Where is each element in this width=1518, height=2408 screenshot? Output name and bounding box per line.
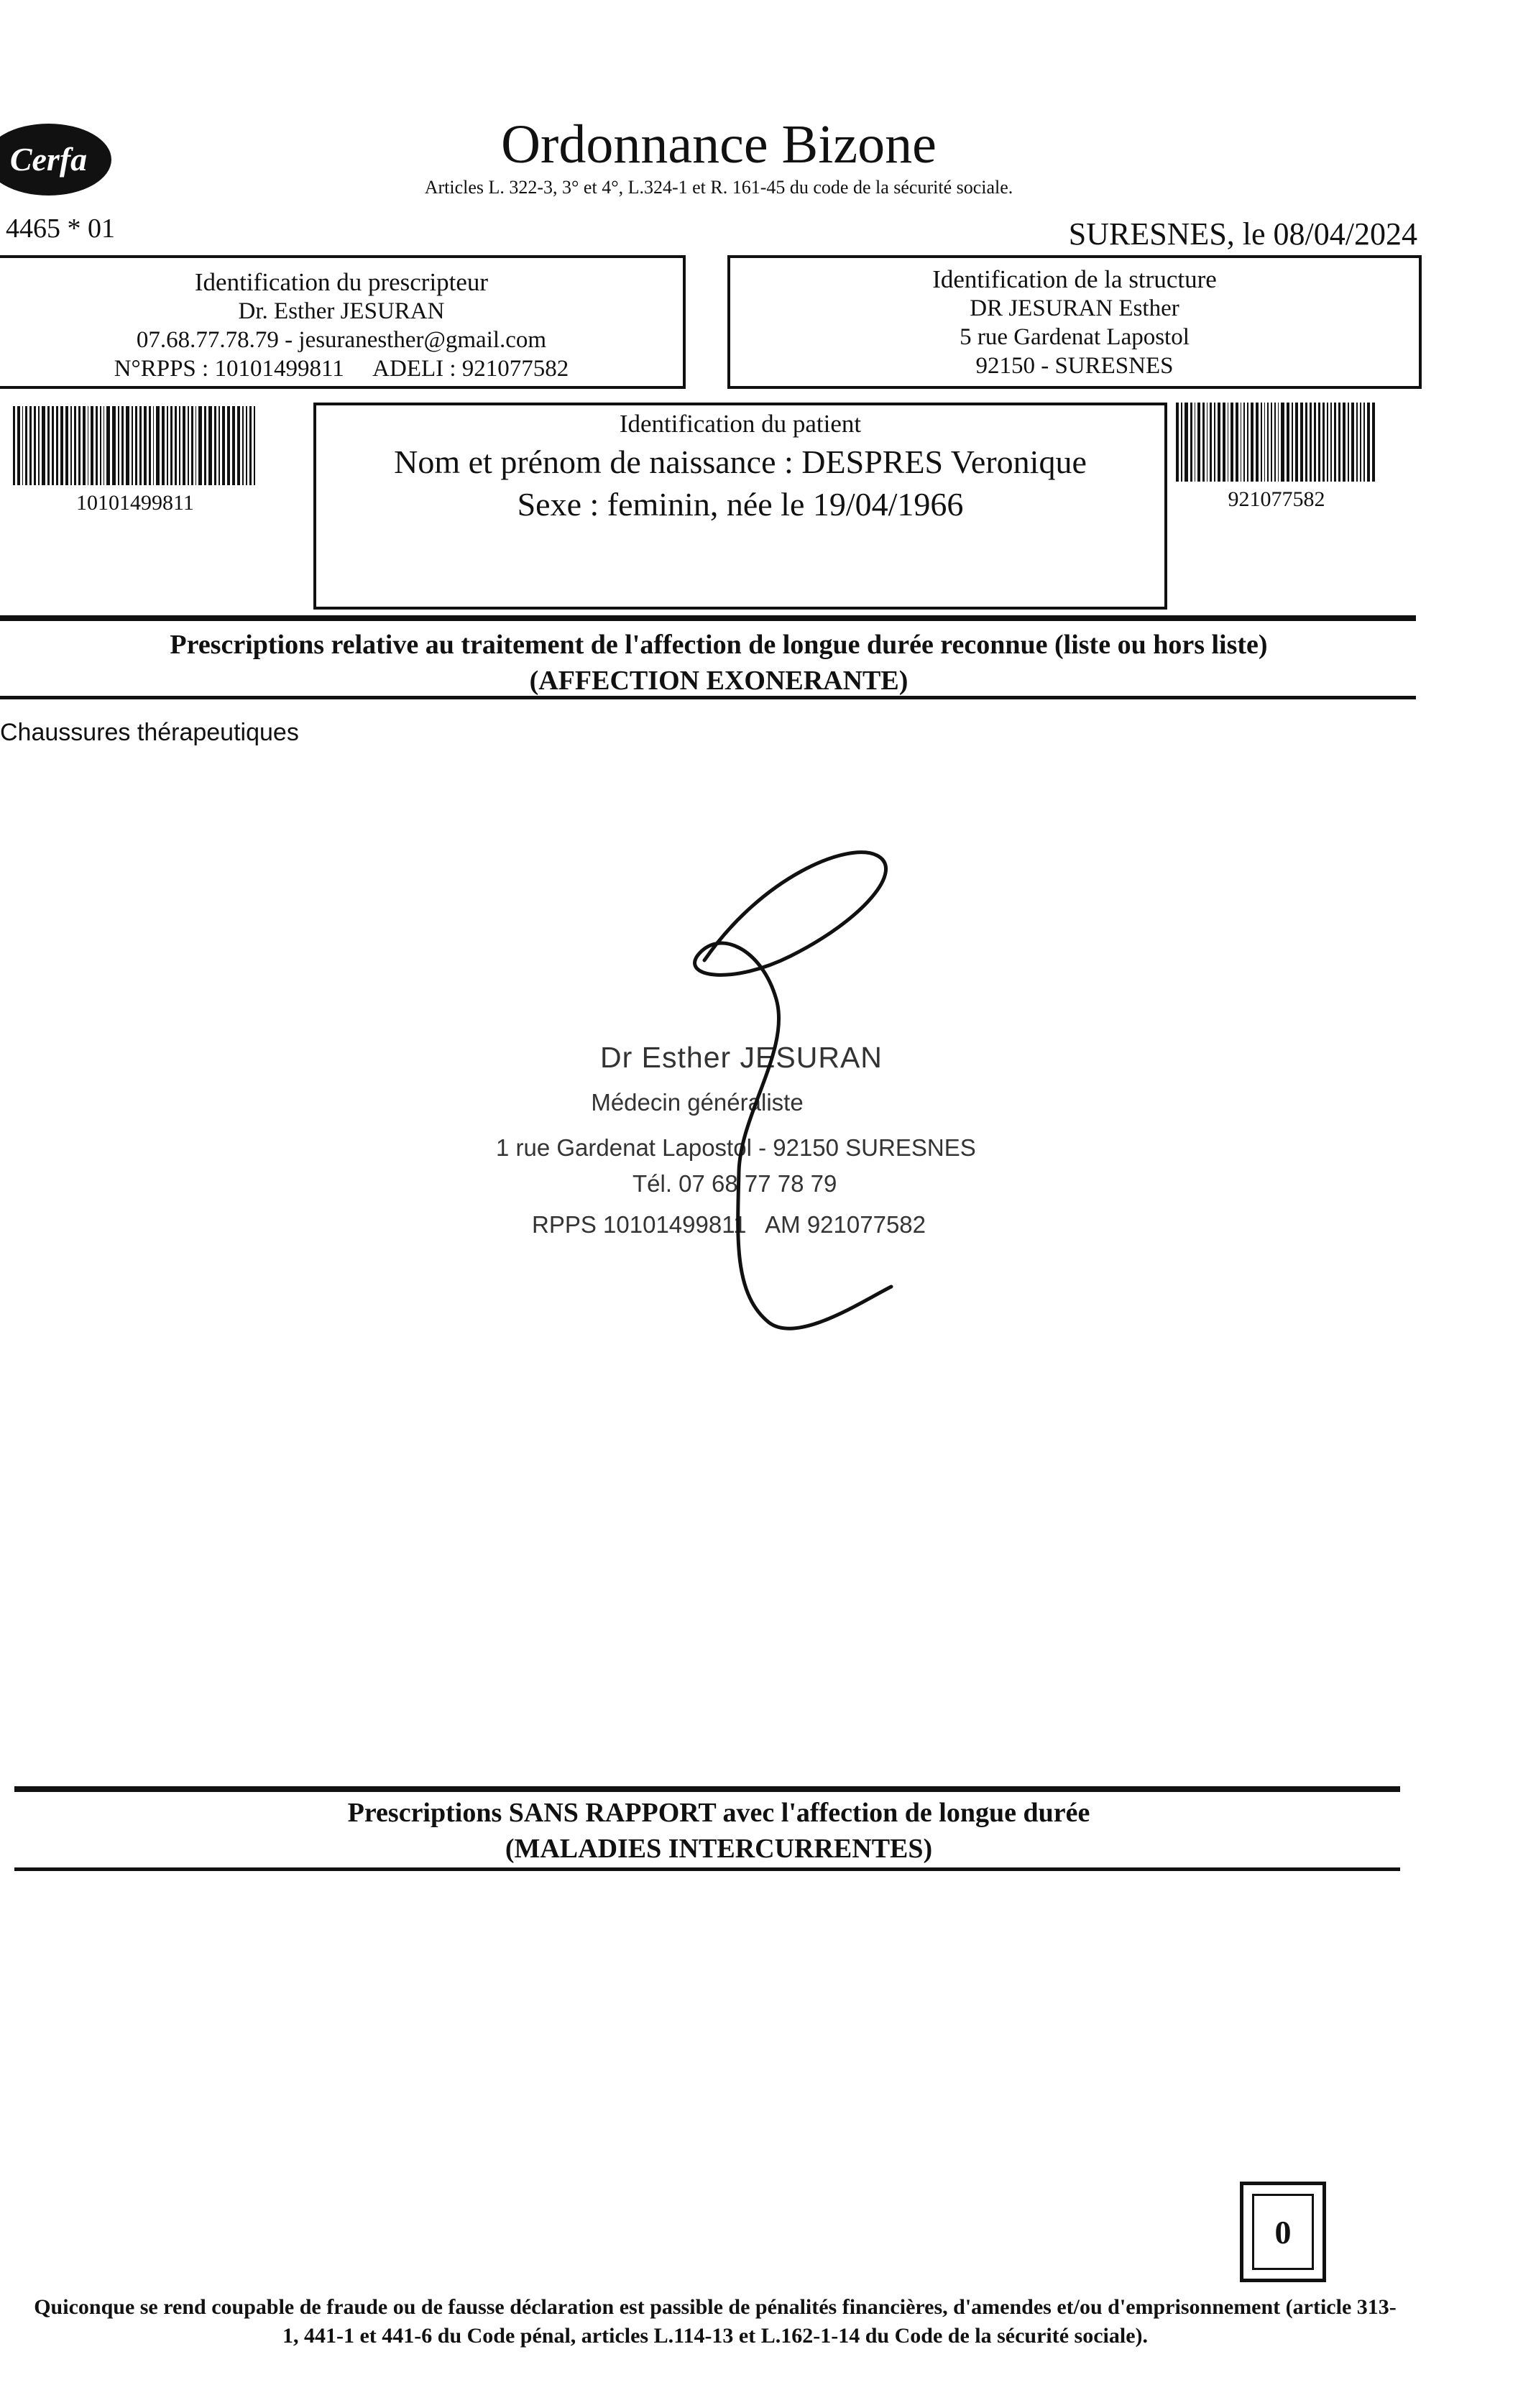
prescriber-name: Dr. Esther JESURAN [238, 298, 445, 324]
barcode-bar [38, 406, 40, 485]
barcode-bar [1292, 403, 1293, 482]
barcode-bar [42, 406, 45, 485]
barcode-bar [167, 406, 168, 485]
barcode-bar [1210, 403, 1212, 482]
barcode-bar [1214, 403, 1215, 482]
barcode-bar [22, 406, 24, 485]
barcode-bar [70, 406, 72, 485]
barcode-bar [1334, 403, 1335, 482]
prescriber-barcode [13, 406, 257, 515]
barcode-bar [1274, 403, 1275, 482]
barcode-bar [1190, 403, 1192, 482]
barcode-bar [17, 406, 19, 485]
document-title: Ordonnance Bizone [501, 114, 937, 175]
barcode-bar [78, 406, 80, 485]
barcode-bar [29, 406, 32, 485]
barcode-bar [1271, 403, 1273, 482]
form-number: 4465 * 01 [6, 213, 115, 244]
structure-barcode-number: 921077582 [1228, 487, 1325, 511]
structure-name: DR JESURAN Esther [970, 295, 1179, 321]
barcode-bar [121, 406, 124, 485]
barcode-bar [1327, 403, 1328, 482]
prescription-item: Chaussures thérapeutiques [0, 719, 299, 746]
patient-sex-birth: Sexe : feminin, née le 19/04/1966 [517, 486, 964, 523]
barcode-bar [1363, 403, 1365, 482]
barcode-bar [56, 406, 58, 485]
structure-heading: Identification de la structure [932, 265, 1217, 293]
cerfa-logo: Cerfa [0, 124, 111, 196]
barcode-bar [13, 406, 15, 485]
section-divider [14, 1786, 1400, 1792]
barcode-bar [191, 406, 193, 485]
barcode-bar [1251, 403, 1254, 482]
barcode-bar [208, 406, 212, 485]
barcode-bar [1184, 403, 1187, 482]
item-count-value: 0 [1252, 2194, 1314, 2270]
barcode-bar [198, 406, 202, 485]
barcode-bar [1372, 403, 1375, 482]
barcode-bar [88, 406, 89, 485]
barcode-bar [149, 406, 150, 485]
barcode-bar [249, 406, 252, 485]
barcode-bar [222, 406, 225, 485]
barcode-bar [1343, 403, 1346, 482]
barcode-bar [1197, 403, 1200, 482]
barcode-bar [1176, 403, 1179, 482]
patient-heading: Identification du patient [619, 410, 862, 438]
barcode-bar [1278, 403, 1279, 482]
barcode-bar [1367, 403, 1370, 482]
barcode-bar [218, 406, 220, 485]
barcode-bar [246, 406, 247, 485]
barcode-bar [170, 406, 172, 485]
barcode-bar [1243, 403, 1245, 482]
barcode-bar [1300, 403, 1303, 482]
patient-box [313, 403, 1167, 610]
prescriber-box [0, 255, 686, 389]
structure-box [727, 255, 1422, 389]
barcode-bar [1330, 403, 1332, 482]
non-ald-section-title: Prescriptions SANS RAPPORT avec l'affection de longue durée [347, 1798, 1090, 1828]
stamp-ids: RPPS 10101499811 AM 921077582 [532, 1211, 926, 1238]
barcode-bar [118, 406, 119, 485]
barcode-bar [188, 406, 189, 485]
barcode-bar [52, 406, 54, 485]
stamp-phone: Tél. 07 68 77 78 79 [632, 1170, 837, 1197]
barcode-bar [132, 406, 133, 485]
barcode-bar [100, 406, 101, 485]
barcode-bar [1281, 403, 1284, 482]
structure-city: 92150 - SURESNES [975, 353, 1174, 379]
barcode-bar [1218, 403, 1220, 482]
barcode-bar [242, 406, 244, 485]
barcode-bar [139, 406, 142, 485]
section-divider [0, 696, 1416, 699]
prescriber-barcode-number: 10101499811 [76, 491, 194, 515]
barcode-bar [1351, 403, 1354, 482]
barcode-bar [204, 406, 206, 485]
structure-barcode [1176, 403, 1377, 512]
barcode-bar [104, 406, 105, 485]
barcode-bar [1264, 403, 1265, 482]
non-ald-section-subtitle: (MALADIES INTERCURRENTES) [505, 1834, 933, 1864]
barcode-bar [183, 406, 185, 485]
barcode-bar [65, 406, 68, 485]
barcode-bar [1360, 403, 1361, 482]
barcode-bar [91, 406, 93, 485]
barcode-bar [74, 406, 76, 485]
legal-footer-line: Quiconque se rend coupable de fraude ou de fausse déclaration est passible de pénalités financières, d'amendes et/ou d'emprisonnement (article 313- [34, 2295, 1397, 2319]
barcode-bar [175, 406, 176, 485]
barcode-bar [153, 406, 155, 485]
barcode-bar [232, 406, 235, 485]
section-divider [14, 1867, 1400, 1871]
barcode-bar [106, 406, 110, 485]
barcode-bar [1318, 403, 1320, 482]
section-divider [0, 615, 1416, 621]
barcode-bar [214, 406, 216, 485]
barcode-bar [112, 406, 116, 485]
structure-street: 5 rue Gardenat Lapostol [960, 324, 1190, 350]
stamp-address: 1 rue Gardenat Lapostol - 92150 SURESNES [496, 1134, 976, 1161]
barcode-bar [179, 406, 180, 485]
barcode-bar [34, 406, 36, 485]
barcode-bar [1181, 403, 1183, 482]
barcode-bar [1305, 403, 1307, 482]
legal-footer-line: 1, 441-1 et 441-6 du Code pénal, articles L.114-13 et L.162-1-14 du Code de la sécurité sociale). [282, 2324, 1149, 2348]
prescriber-ids: N°RPPS : 10101499811 ADELI : 921077582 [114, 356, 569, 382]
barcode-bar [196, 406, 197, 485]
ald-section-subtitle: (AFFECTION EXONERANTE) [529, 666, 908, 696]
prescriber-contact: 07.68.77.78.79 - jesuranesther@gmail.com [136, 327, 547, 353]
item-count-box [1240, 2182, 1326, 2282]
signature-icon [676, 834, 920, 1359]
barcode-bar [1202, 403, 1204, 482]
barcode-bar [156, 406, 160, 485]
barcode-bar [1236, 403, 1238, 482]
barcode-bar [1295, 403, 1298, 482]
barcode-bar [1256, 403, 1259, 482]
prescriber-heading: Identification du prescripteur [194, 268, 489, 296]
barcode-bar [1223, 403, 1225, 482]
barcode-bar [96, 406, 98, 485]
barcode-bar [1267, 403, 1268, 482]
barcode-bar [1207, 403, 1208, 482]
barcode-bar [1310, 403, 1312, 482]
barcode-bar [60, 406, 63, 485]
patient-name: Nom et prénom de naissance : DESPRES Veronique [394, 444, 1087, 480]
barcode-bar [126, 406, 129, 485]
barcode-bar [227, 406, 229, 485]
barcode-bar [237, 406, 240, 485]
legal-articles: Articles L. 322-3, 3° et 4°, L.324-1 et R. 161-45 du code de la sécurité sociale. [424, 177, 1013, 198]
barcode-bar [1338, 403, 1341, 482]
barcode-bar [83, 406, 86, 485]
barcode-bar [254, 406, 255, 485]
barcode-bar [1314, 403, 1317, 482]
stamp-doctor-name: Dr Esther JESURAN [600, 1041, 883, 1074]
barcode-bar [135, 406, 137, 485]
barcode-bar [144, 406, 147, 485]
place-date: SURESNES, le 08/04/2024 [1068, 216, 1417, 252]
barcode-bar [1230, 403, 1233, 482]
barcode-bar [25, 406, 27, 485]
barcode-bar [1247, 403, 1248, 482]
barcode-bar [1356, 403, 1357, 482]
barcode-bar [1287, 403, 1289, 482]
ald-section-title: Prescriptions relative au traitement de l'affection de longue durée reconnue (liste ou hors liste) [170, 630, 1268, 660]
barcode-bar [162, 406, 164, 485]
barcode-bar [1322, 403, 1325, 482]
stamp-specialty: Médecin généraliste [591, 1089, 804, 1116]
legal-footer [0, 2293, 1430, 2350]
barcode-bar [47, 406, 50, 485]
